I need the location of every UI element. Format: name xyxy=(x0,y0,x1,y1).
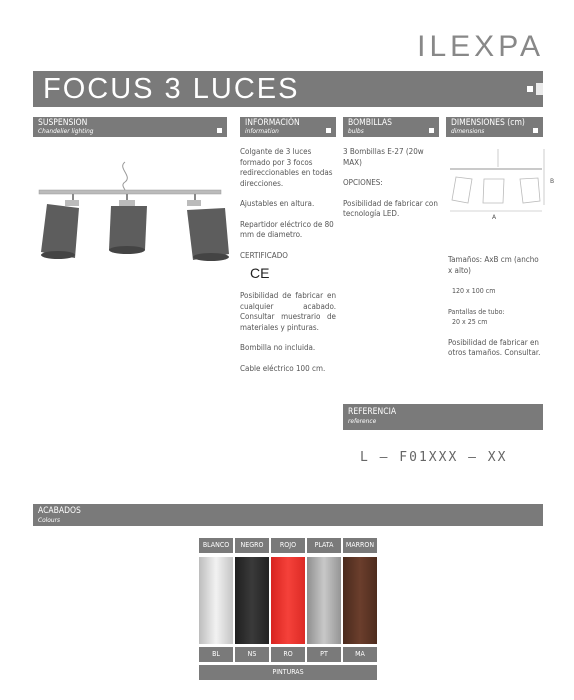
info-custom-finish: Posibilidad de fabricar en cualquier acabado. Consultar muestrario de materiales y pinturas. xyxy=(240,291,336,332)
section-subtitle: Colours xyxy=(38,516,61,524)
dim-sizes-label: Tamaños: AxB cm (ancho x alto) xyxy=(448,255,539,275)
section-title: ACABADOS xyxy=(38,506,81,516)
section-subtitle: reference xyxy=(348,417,377,425)
finish-code-negro: NS xyxy=(235,647,269,662)
reference-code: L – F01XXX – XX xyxy=(360,450,508,465)
section-title: REFERENCIA xyxy=(348,407,397,417)
dim-size-value: 120 x 100 cm xyxy=(452,287,496,295)
info-certificado-label: CERTIFICADO xyxy=(240,250,288,260)
bulbs-led-option: Posibilidad de fabricar con tecnología LED. xyxy=(343,198,438,218)
dim-shades-value: 20 x 25 cm xyxy=(452,318,488,326)
finish-label-marron: MARRON xyxy=(343,538,377,553)
info-distributor: Repartidor eléctrico de 80 mm de diametro. xyxy=(240,219,334,239)
info-cable: Cable eléctrico 100 cm. xyxy=(240,363,326,373)
section-title: SUSPENSION xyxy=(38,118,88,128)
section-title: BOMBILLAS xyxy=(348,118,393,128)
dim-note: Posibilidad de fabricar en otros tamaños. Consultar. xyxy=(448,337,541,357)
finish-swatch-marron xyxy=(343,557,377,644)
dim-label-b: B xyxy=(550,178,555,185)
finish-label-rojo: ROJO xyxy=(271,538,305,553)
finish-code-marron: MA xyxy=(343,647,377,662)
dim-shades-label: Pantallas de tubo: xyxy=(448,307,505,316)
finish-swatch-plata xyxy=(307,557,341,644)
finish-swatch-negro xyxy=(235,557,269,644)
info-description: Colgante de 3 luces formado por 3 focos redireccionables en todas direcciones. xyxy=(240,147,333,188)
bulbs-spec: 3 Bombillas E-27 (20w MAX) xyxy=(343,147,424,167)
brand-logo-text: ILEXPA xyxy=(417,30,544,63)
section-subtitle: bulbs xyxy=(348,127,364,135)
section-title: INFORMACIÓN xyxy=(245,118,300,128)
finish-swatch-rojo xyxy=(271,557,305,644)
ce-mark: CE xyxy=(250,265,270,281)
pinturas-label: PINTURAS xyxy=(199,665,377,680)
finish-label-blanco: BLANCO xyxy=(199,538,233,553)
bulbs-options-label: OPCIONES: xyxy=(343,178,383,187)
info-bulb-not-included: Bombilla no incluida. xyxy=(240,343,316,352)
section-subtitle: information xyxy=(245,127,279,135)
section-subtitle: Chandelier lighting xyxy=(38,127,94,135)
finish-label-plata: PLATA xyxy=(307,538,341,553)
dim-label-a: A xyxy=(492,214,497,220)
section-subtitle: dimensions xyxy=(451,127,485,135)
product-title: FOCUS 3 LUCES xyxy=(43,73,300,105)
finish-swatch-blanco xyxy=(199,557,233,644)
finish-label-negro: NEGRO xyxy=(235,538,269,553)
section-title: DIMENSIONES (cm) xyxy=(451,118,525,128)
finish-code-plata: PT xyxy=(307,647,341,662)
finish-code-blanco: BL xyxy=(199,647,233,662)
finish-code-rojo: RO xyxy=(271,647,305,662)
info-adjustable: Ajustables en altura. xyxy=(240,199,315,208)
